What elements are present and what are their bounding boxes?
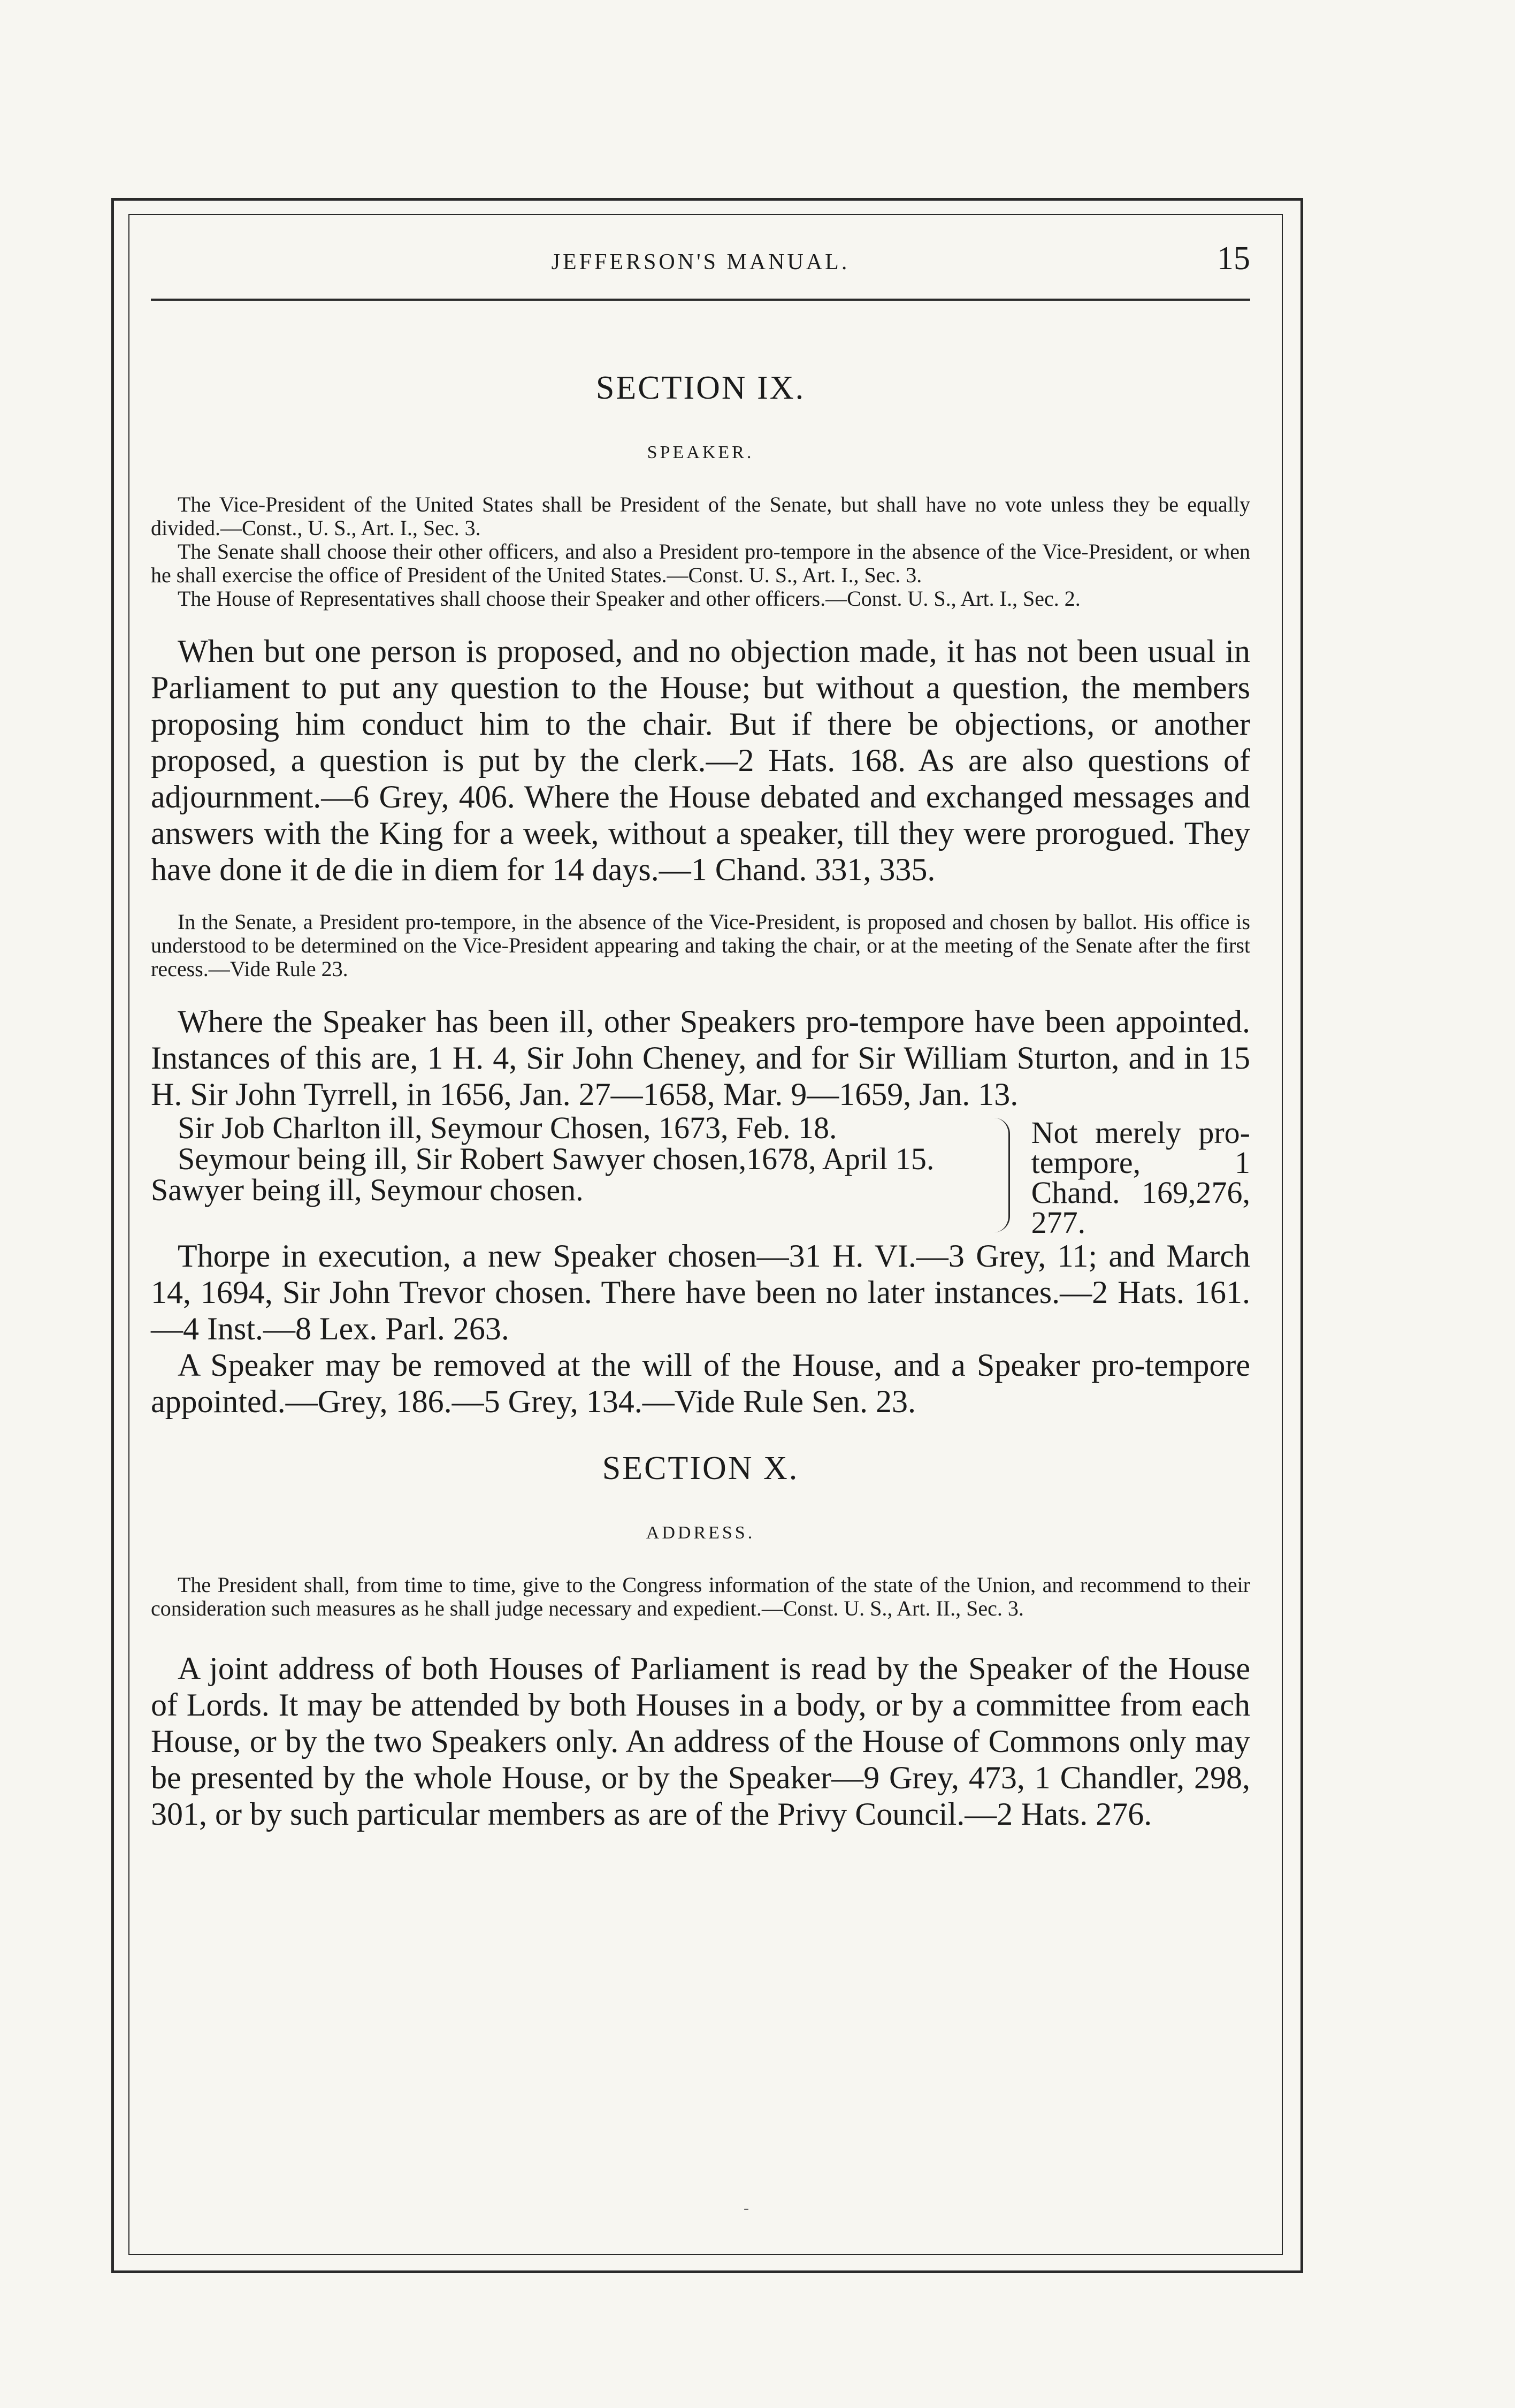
section-9-body (151, 633, 1250, 888)
body-paragraph: A joint address of both Houses of Parliament is read by the Speaker of the House of Lords. It may be attended by both Houses in a body, or by a committee from each House, or by the two Speakers only. An address of the House of Commons only may be presented by the whole House, or by the Speaker—9 Grey, 473, 1 Chandler, 298, 301, or by such particular members as are of the Privy Council.—2 Hats. 276. (151, 1651, 1250, 1832)
section-9-title: SECTION IX. (595, 370, 806, 406)
bracket-entries (151, 1112, 976, 1238)
section-9-body-3 (151, 1238, 1250, 1420)
bracket-side-note: Not merely pro-tempore, 1 Chand. 169,276, 277. (1031, 1115, 1250, 1240)
section-9-subtitle: SPEAKER. (647, 443, 754, 462)
section-9-constitution-notes (151, 493, 1250, 611)
bracket-entry: Sir Job Charlton ill, Seymour Chosen, 1673, Feb. 18. (178, 1110, 837, 1145)
note-paragraph: The President shall, from time to time, give to the Congress information of the state of the Union, and recommend to their consideration such measures as he shall judge necessary and expedient.—Const. U. S., Art. II., Sec. 3. (151, 1573, 1250, 1620)
running-title: JEFFERSON'S MANUAL. (551, 250, 850, 275)
section-10-title: SECTION X. (602, 1450, 799, 1487)
note-paragraph: In the Senate, a President pro-tempore, in the absence of the Vice-President, is proposed and chosen by ballot. His office is understood to be determined on the Vice-President appearing and taking the chair, or at the meeting of the Senate after the first recess.—Vide Rule 23. (151, 910, 1250, 981)
page-content (151, 230, 1250, 1832)
note-paragraph: The Vice-President of the United States shall be President of the Senate, but shall have no vote unless they be equally divided.—Const., U. S., Art. I., Sec. 3. (151, 492, 1250, 540)
bracket-entry: Sawyer being ill, Seymour chosen. (151, 1172, 584, 1207)
section-10-body (151, 1650, 1250, 1832)
body-paragraph: A Speaker may be removed at the will of the House, and a Speaker pro-tempore appointed.—Grey, 186.—5 Grey, 134.—Vide Rule Sen. 23. (151, 1347, 1250, 1419)
header-rule (151, 299, 1250, 301)
bracket-entry: Seymour being ill, Sir Robert Sawyer chosen,1678, April 15. (178, 1141, 935, 1176)
note-paragraph: The House of Representatives shall choose their Speaker and other officers.—Const. U. S., Art. I., Sec. 2. (178, 586, 1081, 611)
senate-note (151, 910, 1250, 981)
note-paragraph: The Senate shall choose their other officers, and also a President pro-tempore in the absence of the Vice-President, or when he shall exercise the office of President of the United States.—Const. U. S., Art. I., Sec. 3. (151, 539, 1250, 587)
running-header (151, 230, 1250, 289)
body-paragraph: When but one person is proposed, and no objection made, it has not been usual in Parliament to put any question to the House; but without a question, the members proposing him conduct him to the chair. But if there be objections, or another proposed, a question is put by the clerk.—2 Hats. 168. As are also questions of adjournment.—6 Grey, 406. Where the House debated and exchanged messages and answers with the King for a week, without a speaker, till they were prorogued. They have done it de die in diem for 14 days.—1 Chand. 331, 335. (151, 634, 1250, 887)
page-number: 15 (1217, 240, 1250, 277)
speaker-instances-bracket (151, 1112, 1250, 1238)
footer-mark: - (744, 2199, 749, 2217)
body-paragraph: Where the Speaker has been ill, other Speakers pro-tempore have been appointed. Instances of this are, 1 H. 4, Sir John Cheney, and for Sir William Sturton, and in 15 H. Sir John Tyrrell, in 1656, Jan. 27—1658, Mar. 9—1659, Jan. 13. (151, 1004, 1250, 1112)
section-9-body-2 (151, 1003, 1250, 1112)
section-10-note (151, 1573, 1250, 1620)
section-10-subtitle: ADDRESS. (646, 1523, 755, 1543)
curly-brace (976, 1118, 1010, 1232)
body-paragraph: Thorpe in execution, a new Speaker chosen—31 H. VI.—3 Grey, 11; and March 14, 1694, Sir John Trevor chosen. There have been no later instances.—2 Hats. 161.—4 Inst.—8 Lex. Parl. 263. (151, 1238, 1250, 1346)
